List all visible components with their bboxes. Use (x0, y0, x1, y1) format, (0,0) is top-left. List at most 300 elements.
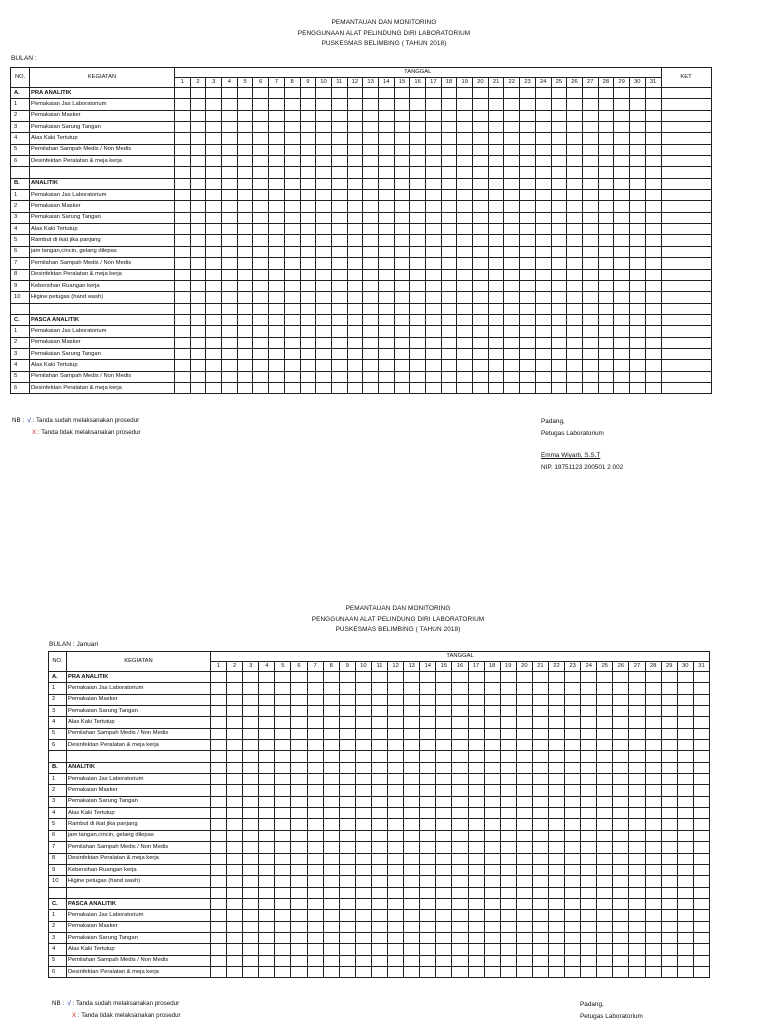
section-code: C. (49, 898, 67, 909)
check-cell (371, 876, 387, 887)
check-cell (323, 932, 339, 943)
check-cell (323, 796, 339, 807)
check-cell (323, 910, 339, 921)
check-cell (548, 774, 564, 785)
table-row (49, 910, 710, 921)
item-text: Desinfektan Peralatan & meja kerja (67, 853, 211, 864)
day-header: 26 (613, 662, 629, 672)
check-cell (613, 751, 629, 762)
check-cell (323, 751, 339, 762)
check-cell (468, 694, 484, 705)
check-cell (211, 853, 227, 864)
check-cell (548, 819, 564, 830)
check-cell (468, 932, 484, 943)
section-title: ANALITIK (30, 178, 175, 189)
check-cell (323, 694, 339, 705)
item-text: Pemilahan Sampah Medis / Non Medis (67, 842, 211, 853)
check-cell (355, 808, 371, 819)
check-cell (532, 751, 548, 762)
check-cell (243, 717, 259, 728)
day-header: 6 (291, 662, 307, 672)
check-cell (339, 706, 355, 717)
check-cell (243, 910, 259, 921)
check-cell (484, 955, 500, 966)
check-cell (323, 921, 339, 932)
day-header: 29 (661, 662, 677, 672)
check-cell (275, 898, 291, 909)
signature-block-2 (580, 999, 643, 1022)
check-cell (581, 955, 597, 966)
check-cell (291, 706, 307, 717)
check-cell (404, 672, 420, 683)
check-cell (548, 785, 564, 796)
check-cell (291, 751, 307, 762)
check-cell (227, 898, 243, 909)
check-cell (227, 785, 243, 796)
check-cell (420, 876, 436, 887)
table-row (49, 796, 710, 807)
table-row (49, 717, 710, 728)
day-header: 10 (355, 662, 371, 672)
check-cell (597, 740, 613, 751)
check-cell (516, 830, 532, 841)
check-cell (275, 751, 291, 762)
check-cell (548, 796, 564, 807)
table-row (49, 932, 710, 943)
check-cell (371, 672, 387, 683)
check-cell (211, 785, 227, 796)
check-cell (565, 762, 581, 773)
check-cell (693, 819, 709, 830)
check-cell (243, 672, 259, 683)
check-cell (259, 876, 275, 887)
check-cell (661, 944, 677, 955)
check-cell (613, 694, 629, 705)
check-cell (291, 728, 307, 739)
check-cell (613, 944, 629, 955)
spacer-cell (49, 751, 67, 762)
check-cell (307, 966, 323, 977)
check-cell (452, 842, 468, 853)
check-cell (613, 717, 629, 728)
check-cell (339, 932, 355, 943)
check-cell (645, 887, 661, 898)
check-cell (291, 785, 307, 796)
check-cell (355, 728, 371, 739)
check-cell (629, 740, 645, 751)
check-cell (436, 966, 452, 977)
check-cell (677, 944, 693, 955)
check-cell (355, 830, 371, 841)
day-header: 31 (645, 78, 661, 88)
check-cell (404, 774, 420, 785)
header-row (49, 652, 710, 662)
item-text: Alas Kaki Tertutup (30, 224, 175, 235)
section-row (49, 762, 710, 773)
check-cell (420, 921, 436, 932)
check-cell (339, 808, 355, 819)
check-cell (339, 853, 355, 864)
check-cell (677, 808, 693, 819)
check-cell (388, 694, 404, 705)
check-cell (436, 796, 452, 807)
check-cell (581, 921, 597, 932)
check-cell (532, 910, 548, 921)
check-cell (420, 842, 436, 853)
sign-role: Petugas Laboratorium (580, 1012, 643, 1020)
check-cell (436, 762, 452, 773)
check-cell (211, 819, 227, 830)
check-cell (661, 706, 677, 717)
day-header: 19 (457, 78, 473, 88)
check-cell (339, 774, 355, 785)
check-cell (645, 921, 661, 932)
check-cell (307, 910, 323, 921)
check-cell (516, 966, 532, 977)
check-cell (565, 717, 581, 728)
check-cell (291, 955, 307, 966)
check-cell (243, 921, 259, 932)
check-cell (436, 955, 452, 966)
section-title: PASCA ANALITIK (67, 898, 211, 909)
check-cell (597, 853, 613, 864)
item-text: Higine petugas (hand wash) (30, 292, 175, 303)
check-cell (291, 921, 307, 932)
day-header: 20 (473, 78, 489, 88)
check-cell (693, 672, 709, 683)
table-row (49, 785, 710, 796)
day-header: 4 (259, 662, 275, 672)
check-cell (468, 842, 484, 853)
section-title: PASCA ANALITIK (30, 314, 175, 325)
day-header: 16 (410, 78, 426, 88)
check-cell (323, 955, 339, 966)
table-row (49, 706, 710, 717)
check-cell (500, 842, 516, 853)
check-cell (388, 830, 404, 841)
check-cell (323, 717, 339, 728)
check-cell (565, 932, 581, 943)
check-cell (227, 955, 243, 966)
check-cell (388, 876, 404, 887)
check-cell (597, 796, 613, 807)
check-cell (211, 876, 227, 887)
check-cell (307, 683, 323, 694)
check-cell (484, 751, 500, 762)
check-cell (307, 955, 323, 966)
check-cell (355, 898, 371, 909)
check-cell (677, 955, 693, 966)
check-cell (629, 830, 645, 841)
check-cell (371, 830, 387, 841)
check-cell (227, 762, 243, 773)
check-cell (677, 672, 693, 683)
check-cell (661, 864, 677, 875)
day-header: 5 (237, 78, 253, 88)
section-code: A. (49, 672, 67, 683)
check-cell (548, 683, 564, 694)
check-cell (339, 887, 355, 898)
check-cell (275, 955, 291, 966)
col-kegiatan-header: KEGIATAN (67, 652, 211, 672)
check-cell (484, 683, 500, 694)
item-no: 2 (11, 110, 30, 121)
check-cell (339, 672, 355, 683)
section-row (49, 898, 710, 909)
check-cell (484, 785, 500, 796)
item-text: jam tangan,cincin, gelang dilepas (67, 830, 211, 841)
check-cell (613, 762, 629, 773)
check-cell (516, 932, 532, 943)
check-cell (613, 921, 629, 932)
item-text: Pemilahan Sampah Medis / Non Medis (30, 258, 175, 269)
check-cell (323, 728, 339, 739)
check-cell (323, 740, 339, 751)
check-cell (307, 932, 323, 943)
check-cell (404, 796, 420, 807)
check-cell (211, 944, 227, 955)
check-cell (645, 672, 661, 683)
check-cell (259, 808, 275, 819)
check-cell (452, 785, 468, 796)
check-cell (243, 694, 259, 705)
check-cell (452, 774, 468, 785)
item-text: Pemakaian Sarung Tangan (67, 706, 211, 717)
check-cell (307, 921, 323, 932)
day-header: 12 (347, 78, 363, 88)
check-cell (629, 876, 645, 887)
check-cell (259, 864, 275, 875)
item-no: 1 (11, 99, 30, 110)
check-cell (355, 944, 371, 955)
check-cell (613, 830, 629, 841)
item-text: Pemakaian Jas Laboratorium (67, 683, 211, 694)
check-cell (436, 672, 452, 683)
check-cell (420, 910, 436, 921)
check-cell (355, 717, 371, 728)
item-text: Kebersihan Ruangan kerja (67, 864, 211, 875)
check-cell (388, 898, 404, 909)
check-cell (645, 694, 661, 705)
check-cell (339, 966, 355, 977)
check-cell (468, 876, 484, 887)
check-cell (259, 672, 275, 683)
check-cell (227, 672, 243, 683)
check-cell (516, 853, 532, 864)
check-cell (532, 785, 548, 796)
item-no: 6 (11, 246, 30, 257)
check-cell (565, 853, 581, 864)
check-cell (468, 683, 484, 694)
check-cell (597, 898, 613, 909)
day-header: 28 (645, 662, 661, 672)
check-cell (693, 842, 709, 853)
check-cell (355, 966, 371, 977)
check-cell (645, 762, 661, 773)
check-cell (339, 830, 355, 841)
check-cell (565, 910, 581, 921)
check-cell (645, 944, 661, 955)
check-cell (404, 864, 420, 875)
item-no: 5 (49, 819, 67, 830)
check-cell (243, 853, 259, 864)
day-header: 15 (394, 78, 410, 88)
check-cell (323, 853, 339, 864)
check-cell (565, 728, 581, 739)
table-row (49, 694, 710, 705)
check-cell (548, 921, 564, 932)
check-cell (548, 853, 564, 864)
check-cell (581, 830, 597, 841)
check-cell (259, 898, 275, 909)
check-cell (371, 740, 387, 751)
check-cell (211, 898, 227, 909)
check-cell (581, 842, 597, 853)
item-no: 5 (49, 728, 67, 739)
check-cell (291, 944, 307, 955)
check-cell (275, 876, 291, 887)
check-cell (243, 830, 259, 841)
check-cell (565, 887, 581, 898)
day-header: 11 (331, 78, 347, 88)
check-cell (259, 740, 275, 751)
check-cell (436, 808, 452, 819)
check-cell (243, 898, 259, 909)
check-cell (516, 796, 532, 807)
check-cell (597, 955, 613, 966)
check-cell (516, 876, 532, 887)
check-cell (645, 853, 661, 864)
check-cell (516, 706, 532, 717)
item-no: 2 (49, 694, 67, 705)
check-cell (645, 717, 661, 728)
day-header: 22 (548, 662, 564, 672)
item-no: 4 (11, 133, 30, 144)
item-text: Alas Kaki Tertutup (67, 808, 211, 819)
check-cell (275, 706, 291, 717)
check-cell (645, 751, 661, 762)
nb-label: NB : (52, 1000, 65, 1007)
section-title: ANALITIK (67, 762, 211, 773)
item-no: 6 (49, 830, 67, 841)
check-cell (693, 717, 709, 728)
check-cell (420, 751, 436, 762)
check-cell (693, 887, 709, 898)
check-cell (516, 740, 532, 751)
check-cell (581, 910, 597, 921)
check-cell (532, 706, 548, 717)
day-header: 18 (441, 78, 457, 88)
check-cell (211, 830, 227, 841)
check-cell (645, 864, 661, 875)
check-cell (500, 830, 516, 841)
check-cell (227, 966, 243, 977)
table-row (49, 864, 710, 875)
check-cell (323, 966, 339, 977)
check-cell (355, 887, 371, 898)
check-cell (597, 966, 613, 977)
check-cell (645, 910, 661, 921)
check-cell (548, 864, 564, 875)
check-cell (339, 717, 355, 728)
check-cell (420, 694, 436, 705)
check-cell (339, 921, 355, 932)
check-cell (629, 887, 645, 898)
check-cell (661, 966, 677, 977)
day-header: 13 (404, 662, 420, 672)
check-cell (532, 932, 548, 943)
check-cell (291, 762, 307, 773)
check-cell (355, 876, 371, 887)
table-row (49, 683, 710, 694)
col-ket-header: KET (661, 68, 711, 88)
check-cell (484, 694, 500, 705)
check-cell (468, 910, 484, 921)
check-cell (259, 796, 275, 807)
check-cell (371, 944, 387, 955)
day-header: 1 (175, 78, 191, 88)
check-cell (565, 672, 581, 683)
check-cell (227, 932, 243, 943)
check-cell (629, 898, 645, 909)
day-header: 23 (565, 662, 581, 672)
check-cell (693, 864, 709, 875)
check-cell (565, 842, 581, 853)
check-cell (291, 683, 307, 694)
check-cell (468, 898, 484, 909)
check-cell (597, 864, 613, 875)
check-cell (436, 853, 452, 864)
check-cell (500, 853, 516, 864)
check-cell (468, 706, 484, 717)
check-cell (548, 887, 564, 898)
check-cell (629, 966, 645, 977)
check-cell (355, 740, 371, 751)
check-cell (307, 672, 323, 683)
check-cell (371, 796, 387, 807)
item-no: 3 (11, 348, 30, 359)
check-cell (693, 932, 709, 943)
check-cell (565, 955, 581, 966)
day-header: 28 (598, 78, 614, 88)
check-cell (211, 694, 227, 705)
check-cell (371, 819, 387, 830)
check-cell (211, 910, 227, 921)
table-row (49, 842, 710, 853)
check-cell (468, 808, 484, 819)
check-cell (613, 876, 629, 887)
item-no: 7 (11, 258, 30, 269)
check-cell (452, 683, 468, 694)
check-cell (291, 717, 307, 728)
check-cell (452, 796, 468, 807)
item-text: Pemakaian Sarung Tangan (30, 348, 175, 359)
check-cell (388, 921, 404, 932)
check-cell (677, 751, 693, 762)
check-cell (677, 853, 693, 864)
check-cell (693, 728, 709, 739)
check-cell (227, 728, 243, 739)
check-cell (484, 876, 500, 887)
item-text: Desinfektan Peralatan & meja kerja (67, 966, 211, 977)
item-text: Pemakaian Sarung Tangan (67, 796, 211, 807)
item-no: 5 (11, 144, 30, 155)
section-title: PRA ANALITIK (30, 88, 175, 99)
check-cell (355, 910, 371, 921)
day-header: 4 (222, 78, 238, 88)
check-cell (243, 955, 259, 966)
check-cell (275, 944, 291, 955)
